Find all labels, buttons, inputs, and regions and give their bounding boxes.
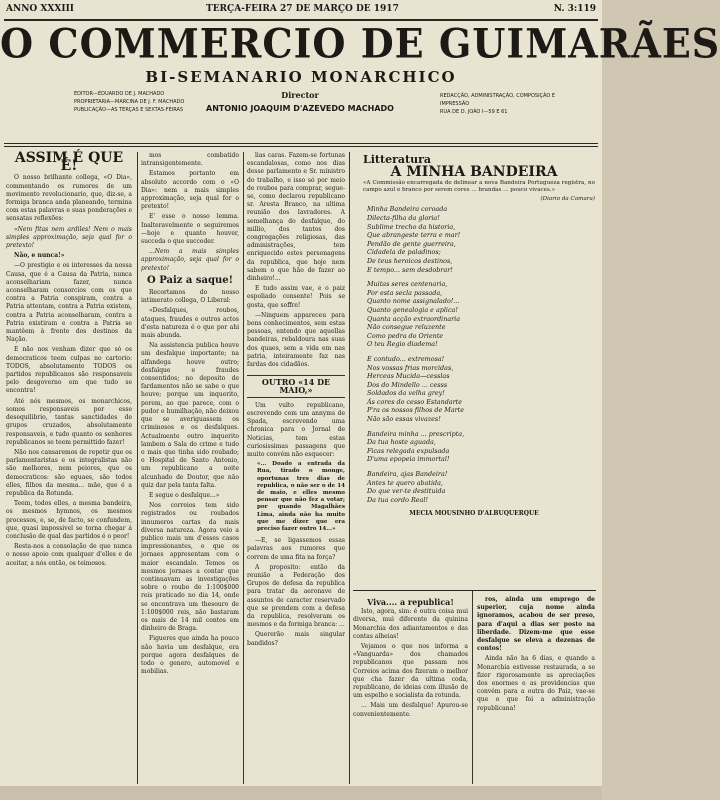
poem-signature: MECIA MOUSINHO D'ALBUQUERQUE: [409, 510, 539, 518]
verse-line: Ás cores do cesso Estandarte: [367, 397, 463, 406]
office-info: [440, 92, 590, 116]
address-line: RUA DE D. JOÃO I—59 E 61: [440, 109, 508, 115]
paragraph: E' esse o nosso lemma. Inalteravelmente o seguiremos—hoje e quanto houver, succeda o que succeder.: [141, 213, 239, 246]
paragraph: Figueres que ainda ha pouco não havia um desfalque, era porque agora desfalques de todo o genero, automovel e mobilias.: [141, 635, 239, 676]
poem-stanza: [367, 470, 595, 504]
paragraph: Nos correios tem sido registrados ou roubados innumeros cartas da mais diversa natureza. Agora veio a publico mais um d'esses casos impressionantes, e que os jornaes appresentam com o maior escandalo. Temos os mesmos jornaes a contar que continuavam as investigações sobre o roubo de 1:100$000 reis praticado no dia 14, onde se encontrava um thesouro de 1:100$000 reis, não bastaram os mais de 14 mil contos em dinheiro de Braga.: [141, 502, 239, 633]
verse-line: Não consegue reluzente: [367, 323, 446, 332]
verse-line: Herceas Mucida—cesslas: [367, 372, 450, 381]
verse-line: Muitas seres centenaria,: [367, 280, 448, 289]
verse-line: Quanto nome assignalado!...: [367, 297, 460, 306]
column-rule: [349, 152, 350, 784]
director-name: ANTONIO JOAQUIM D'AZEVEDO MACHADO: [206, 104, 394, 113]
paragraph: Quererão mais singular bandidos?: [247, 631, 345, 647]
paragraph: Não nos cansaremos de repetir que os parlamentaristas e os integralistas não são melhores, nem peiores, que os democraticos: são eguaes, são todos elles, filhos da mesma... mãe, que é a republica da Rotunda.: [6, 448, 132, 497]
article-headline: O Paiz a saque!: [147, 274, 233, 286]
verse-line: Ficas relegada expulsada: [367, 446, 450, 455]
masthead-title: O COMMERCIO DE GUIMARÃES: [0, 19, 720, 68]
verse-line: Da tua hoste aguada,: [367, 438, 436, 447]
verse-line: Da tua cordo Real!: [367, 495, 428, 504]
owner-line: PROPRIETARIA—MARCINA DE J. F. MACHADO: [74, 99, 185, 105]
paragraph: Resta-nos a consolação de que nunca o nosso apoio com qualquer d'elles e de aceitar, a nós então, os teimosos.: [6, 543, 132, 567]
director-block: [200, 90, 400, 113]
divider: [4, 143, 598, 144]
paragraph: E segue o desfalque...»: [149, 491, 220, 499]
director-label: Director: [281, 90, 319, 100]
paragraph: Ainda não ha 6 dias, e quando a Monarchia estivesse restaurada, a se fizer rigorosamente as apreciações dos enormes e as providencias que convém para a outra do Paiz, vae-se que o que foi a administração republicana!: [477, 655, 595, 712]
verse-line: Quanto genealogia e aplica!: [367, 305, 458, 314]
poem-stanza: [367, 205, 595, 274]
verse-line: Minha Bandeira coroada: [367, 205, 448, 214]
verse-line: Como pedra do Oriente: [367, 331, 444, 340]
paragraph: Um vulto republicano, escrevendo com um annyms de Spada, escrevendo uma chronica para o Jornal de Noticias, tem estas curiosissimas passagens que muito convém não esquecer:: [247, 401, 345, 458]
paragraph: Na assistencia publica houve um desfalque importante; na alfandega houve outro; desfalque e fraudes consentidos; no deposito de fardamentos não se sabe o que houve; porque um inquerito, porem, ao que parece, com o pudor e humilhação, não deixou que se averiguassem os criminosos e os desfalques. Actualmente outro inquerito lambem a Sala do crime e tudo o mais que tinha sido roubado; o Hospital de Santo Antonio, um republicano a noite alcunhado de Doutor, que não quiz dar pela tanta falta.: [141, 342, 239, 489]
epigraph-source: (Diario da Camara): [540, 196, 595, 203]
quoted-passage: «... Doado a entrada da Rua, tirado o monge, oportunas tres dias de republica, o não ser o de 14 de maio, e elles mesmo pensar que não fez a votar; por quando Magalhães Lima, ainda não ha muito que me dizer que era preciso fazer outro 14...»: [257, 461, 345, 532]
column-rule: [243, 152, 244, 784]
issue-number: N. 3:119: [553, 4, 596, 14]
poem-stanza: [367, 355, 595, 424]
verse-line: Pendão de gente guerreira,: [367, 239, 456, 248]
paragraph: O nosso brilhante collega, «O Dia», commentando os rumores de um movimento revolucionario, que, diz-se, a formiga branca anda planeando, termina com estas palavras e suas ponderações e sensatas reflexões:: [6, 174, 132, 223]
section-title: Litteratura: [363, 153, 431, 166]
verse-line: Soldados da velha grey!: [367, 389, 445, 398]
verse-line: D'uma epopeia immortal!: [367, 455, 450, 464]
year-label: ANNO XXXIII: [6, 4, 74, 14]
verse-line: E contudo... extremosa!: [367, 354, 445, 363]
article-headline: Viva.... a republica!: [367, 597, 454, 607]
paragraph: mos combatido intransigentemente.: [141, 152, 239, 168]
poem-stanza: [367, 280, 595, 349]
paragraph: —E, se ligassemos essas palavras aos rumores que correm de uma fita na força?: [247, 537, 345, 561]
verse-line: Por esta secla passada,: [367, 288, 443, 297]
paragraph: ros, ainda um emprego de superior, cuja nome ainda ignoramos, acabou de ser preso, para d'aqui a dias ser posto na liberdade. Dizem-me que esse desfalque se eleva a dezenas de contos!: [477, 596, 595, 653]
article-paiz: [141, 152, 239, 782]
article-assim: [6, 152, 132, 782]
article-headline: OUTRO «14 DE MAIO,»: [247, 375, 345, 397]
article-viva: [353, 596, 468, 784]
paragraph: —Ninguem appareceu para bons conhecimentos, sem estas pessoas, entendo que aquellas bandeiras, rebaldoura nas suas dos quaes, sem a vida em nas patria, inteiramente faz nas fardas dos cidadãos.: [247, 311, 345, 369]
paragraph: ...Nem a mais simples approximação, seja qual for o pretexto!: [141, 248, 239, 272]
verse-line: Dilecta-filha da gloria!: [367, 214, 440, 222]
paragraph: Teem, todos elles, a mesma bandeira, os mesmos hymnos, os mesmos processos, e, se, de facto, se confundem, que, quasi impossivel se torna chegar á conclusão de qual das partidos é o peor!: [6, 500, 132, 540]
paragraph: Vejamos o que nos informa a «Vanguarda» dos chamados republicanos que passam nos Correios acima dos fizeram o melhor que cha fazer da ultima coda, republicano, de ideias com illusão de um espelho e socialista da rotunda.: [353, 643, 468, 700]
dateline: [6, 4, 596, 18]
verse-line: Quanta acção extraordinaria: [367, 314, 461, 323]
paragraph: Estamos portanto em absoluto accordo com o «O Dia»: nem a mais simples approximação, seja qual for o pretexto!: [141, 170, 239, 211]
schedule-line: PUBLICAÇÃO—AS TERÇAS E SEXTAS-FEIRAS: [74, 107, 184, 113]
divider: [353, 590, 596, 591]
article-outro-14: [247, 152, 345, 782]
literature-section: [353, 152, 595, 588]
masthead-subtitle: BI-SEMANARIO MONARCHICO: [145, 68, 457, 86]
verse-line: Nos vossas frias morcidas,: [367, 363, 454, 372]
paragraph: —O prestigio e os interesses da nossa Causa, que é a Causa da Patria, nunca aconselhariam fazer, nunca aconselharam consorcios com os que contra a Patria conspiram, contra a Patria attentam, contra a Patria existem, contra a Patria aconselharam, contra a Patria existiram e contra a Patria se mantêem à frente dos destinos da Nação.: [6, 262, 132, 344]
paragraph: «Desfalques, roubos, ataques, fraudes e outros actos d'esta natureza é o que por ahi mais abunda.: [141, 307, 239, 340]
verse-line: E tempo... sem desdobrar!: [367, 265, 453, 274]
paragraph: E não nos venham dizer que só os democraticos teem culpas no cartorio: TODOS, absolutamente TODOS os partidos republicanos são responsaveis pelo desgoverno em que tudo se encontra!: [6, 346, 132, 395]
column-rule: [137, 152, 138, 784]
verse-line: Dos do Mindello ... cesss: [367, 380, 448, 389]
office-line-1: REDACÇÃO, ADMINISTRAÇÃO, COMPOSIÇÃO E: [440, 93, 556, 99]
verse-line: Que abrangeste terra e mar!: [367, 231, 461, 240]
poem-stanza: [367, 430, 595, 464]
paragraph: A proposito: então da reunião a Federação dos Grupos de defesa da republica para tratar da aeronave de assuntos de caracter reservado que se prendem com a defesa da republica, resolveram os mesmos e da formiga branca: ...: [247, 563, 345, 629]
verse-line: Não são essas vivazes!: [367, 415, 441, 424]
verse-line: P'ra os nossos filhos de Marte: [367, 406, 465, 415]
paragraph: Não, e nunca!»: [14, 252, 65, 260]
verse-line: Bandeira minha ... prescripta,: [367, 429, 465, 438]
paragraph: lias caras. Fazem-se fortunas escandalosas, como nos dias desse parlamento e Sr. ministro do trabalho, e isso só por meio de roubos para comprar, segue-se, como declarou republicano sr. Aresta Branco, na ultima reunião dos lavradores. A semelhança do desfalque, do millio, dos tantos dos congregações religiosas, das administrações, tem enriquecido estes personagens da republica, que hoje nem sabem o que hão de fazer ao dinheiro!...: [247, 152, 345, 283]
divider: [4, 146, 598, 147]
paragraph: Recortamos do nosso intimerato collega, O Liberal:: [141, 289, 239, 305]
poem-title: A MINHA BANDEIRA: [390, 164, 558, 181]
column-rule: [472, 590, 473, 784]
verse-line: Do que ver-te destituida: [367, 487, 446, 496]
poem-epigraph: «A Commissão encarregada de delinear a nova Bandeira Portugueza registra, no campo azul e branco por serem cores ... brandas ... pouco vivaces.»: [363, 180, 595, 194]
article-headline: ASSIM É QUE É!: [14, 150, 124, 175]
verse-line: Cidadela de paladinos;: [367, 248, 441, 257]
issue-date: TERÇA-FEIRA 27 DE MARÇO DE 1917: [206, 4, 399, 14]
editor-line: EDITOR—EDUARDO DE J. MACHADO: [74, 91, 165, 97]
office-line-2: IMPRESSÃO: [440, 101, 470, 107]
verse-line: De teus heroicos destinos,: [367, 256, 453, 265]
paragraph: Até nós mesmos, os monarchicos, somos responsaveis por esse desequilibrio, tantas sanctidades de grupos cruzados, absolutamente responsaveis, e tudo quanto os senhores republicanos se teem permittido fazer!: [6, 397, 132, 446]
paragraph: Isto, agora, sim: é outra coisa mui diversa, mui diferente da quinina Monarchia dos adiantamentos e das contas alheias!: [353, 608, 468, 640]
page-edge: [0, 786, 602, 800]
verse-line: Sublime trecho da historia,: [367, 222, 456, 231]
paragraph: E tudo assim vae, e o paiz espoliado consente! Pois se gosta, que soffre!: [247, 285, 345, 309]
verse-line: Bandeira, ajas Bandeira!: [367, 470, 448, 479]
paragraph: «Nem fitas nem ardiles! Nem o mais simples approximação, seja qual for o pretexto!: [6, 225, 132, 250]
verse-line: Antes te quero abatida,: [367, 478, 443, 487]
paragraph: ... Mais um desfalque! Apurou-se convenientemente.: [353, 702, 468, 718]
verse-line: O teu Regio diadema!: [367, 340, 438, 349]
article-continuation: [477, 596, 595, 784]
